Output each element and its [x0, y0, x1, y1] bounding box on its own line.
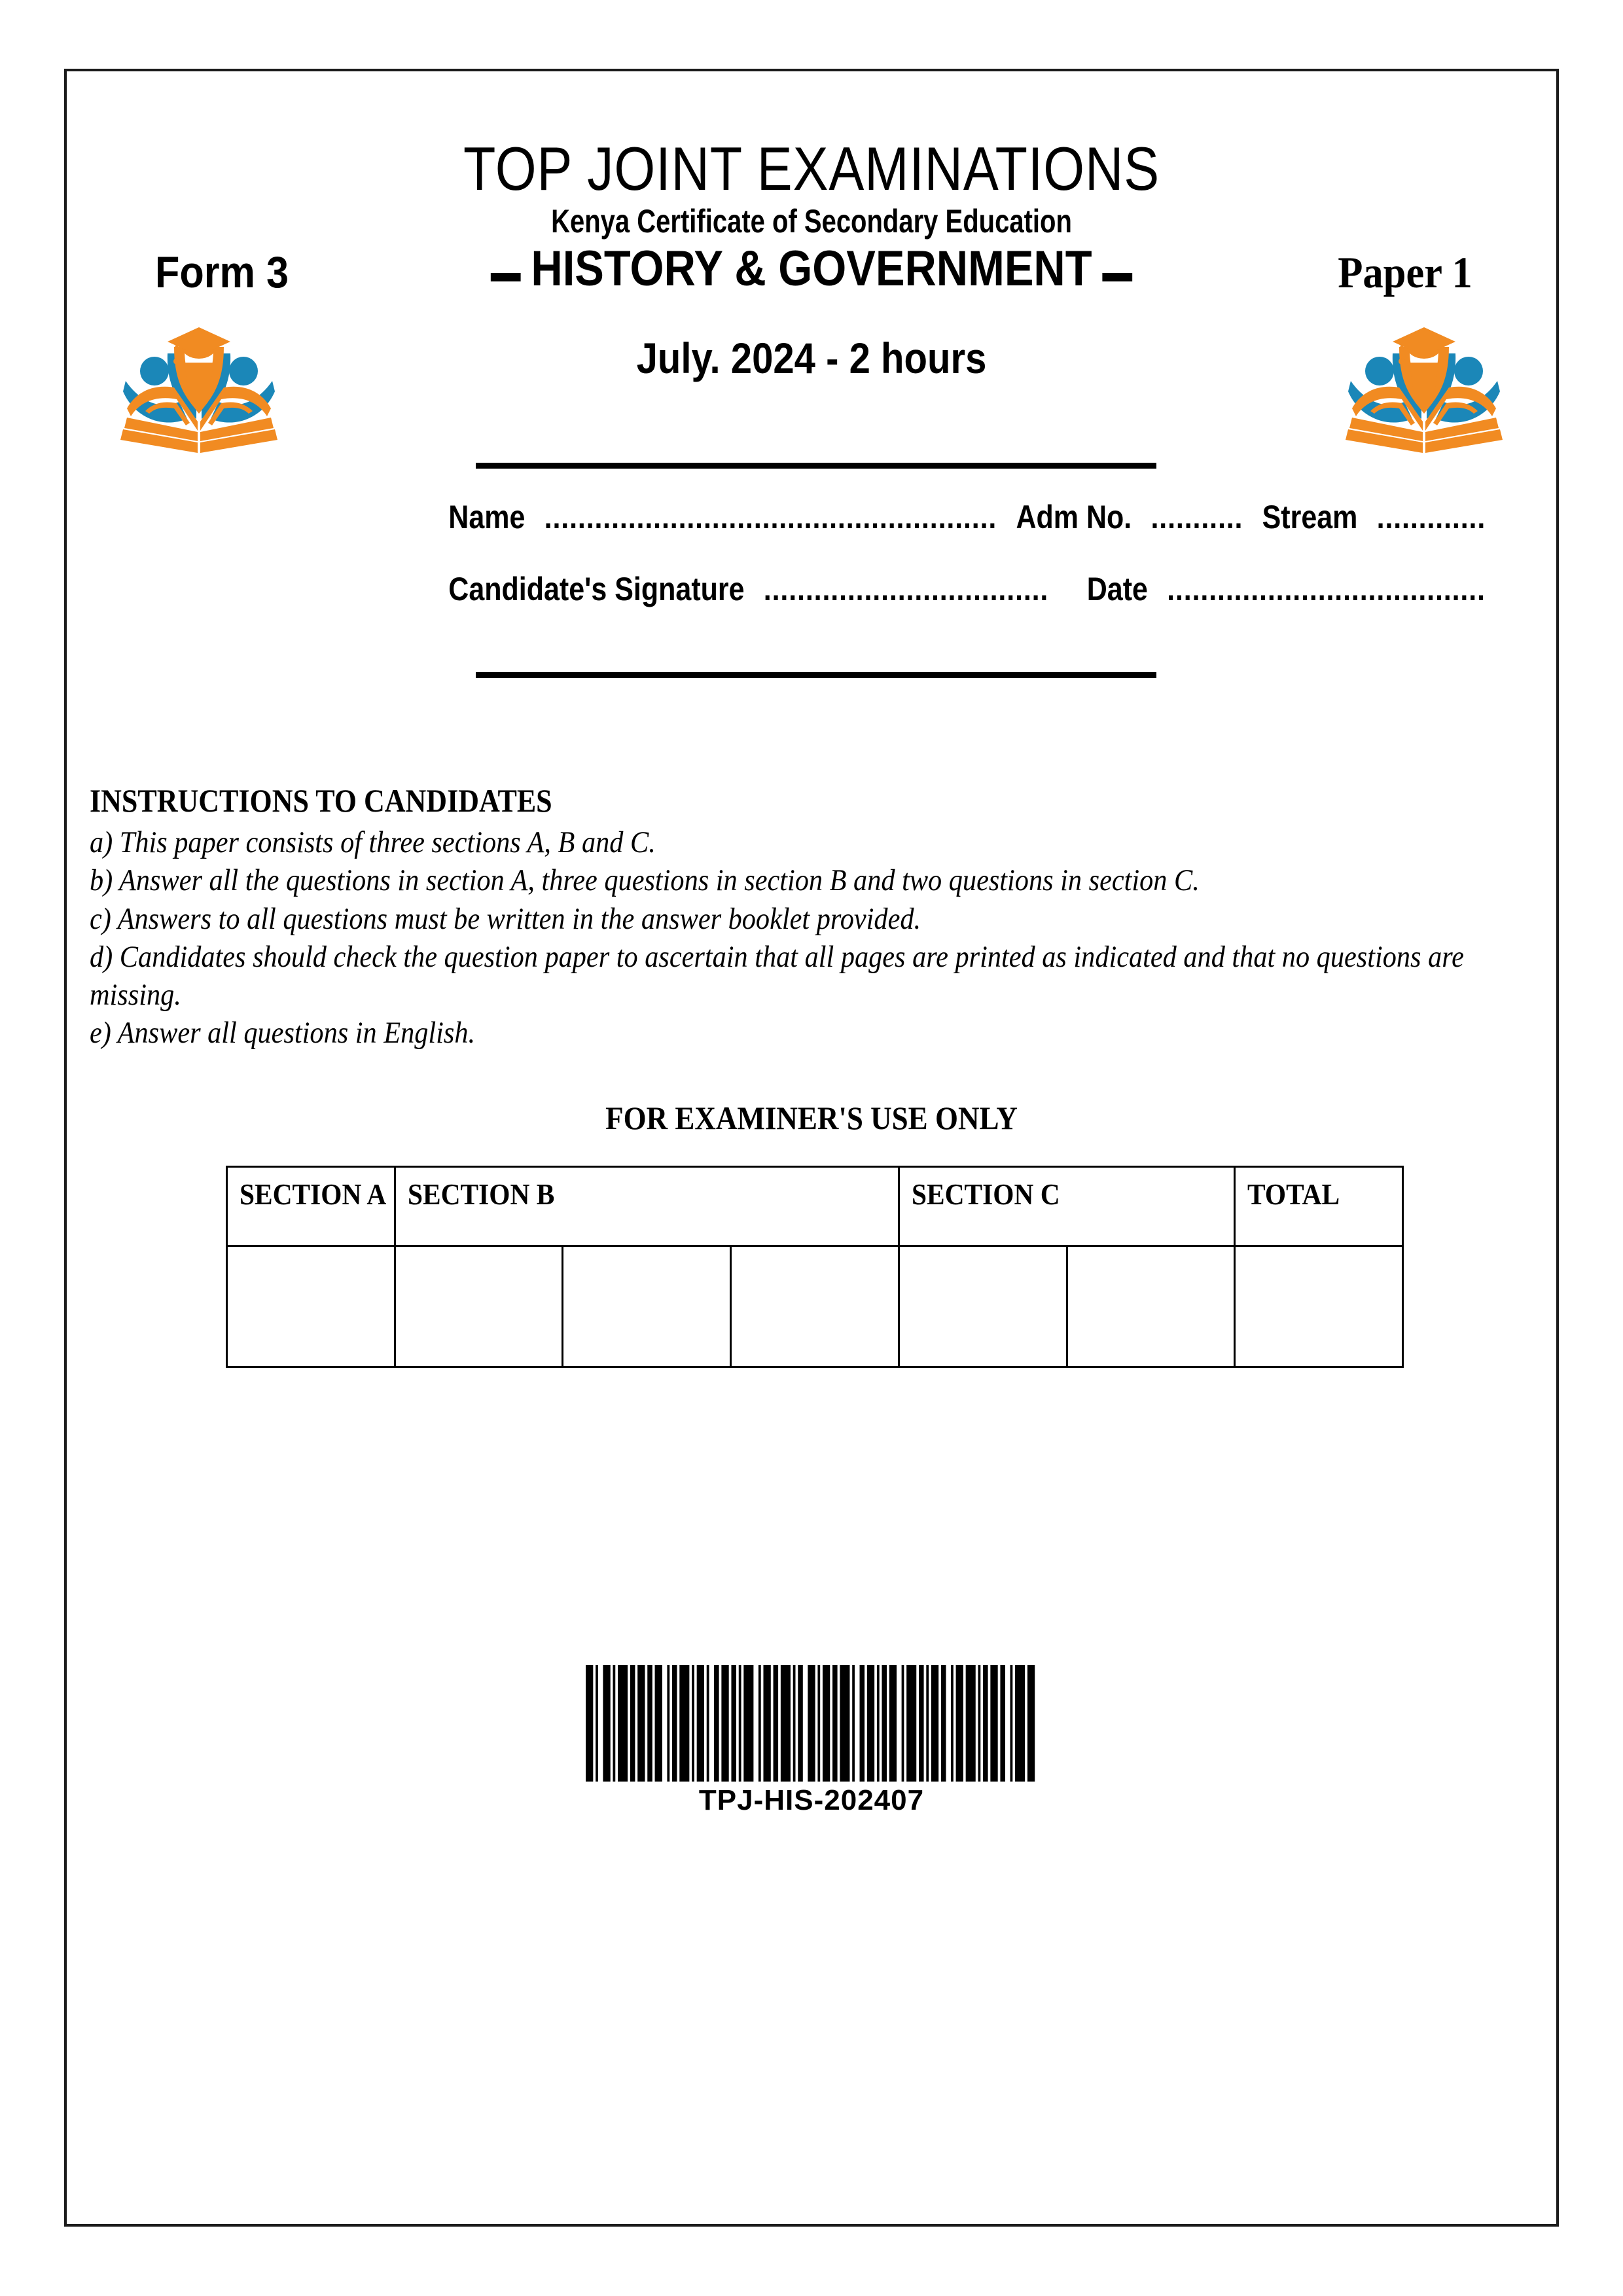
exam-subtitle: Kenya Certificate of Secondary Education	[551, 203, 1072, 240]
column-label: TOTAL	[1247, 1177, 1340, 1211]
score-cell-total[interactable]	[1235, 1246, 1403, 1367]
divider-bottom	[476, 672, 1156, 678]
page-content	[67, 71, 1556, 2224]
table-row	[227, 1246, 1403, 1367]
subject-row	[67, 240, 1556, 325]
stream-label: Stream	[1262, 499, 1358, 535]
column-label: SECTION C	[911, 1177, 1060, 1211]
page-title: TOP JOINT EXAMINATIONS	[463, 134, 1160, 203]
candidate-details-row-1	[171, 498, 1486, 536]
form-level-label: Form 3	[154, 247, 289, 297]
exam-header	[67, 71, 1556, 739]
instruction-item: a) This paper consists of three sections A, B and C.	[90, 825, 656, 859]
stream-input[interactable]: .............	[1376, 499, 1486, 535]
signature-input[interactable]: ..................................	[763, 571, 1049, 607]
signature-label: Candidate's Signature	[448, 571, 745, 607]
adm-no-input[interactable]: ...........	[1150, 499, 1243, 535]
score-cell-c-2[interactable]	[1067, 1246, 1235, 1367]
barcode-label: TPJ-HIS-202407	[698, 1784, 925, 1816]
subject-title	[156, 240, 1467, 297]
date-label: Date	[1086, 571, 1148, 607]
score-cell-b-1[interactable]	[395, 1246, 563, 1367]
exam-date-duration: July. 2024 - 2 hours	[636, 334, 987, 382]
instructions-heading: INSTRUCTIONS TO CANDIDATES	[90, 782, 552, 819]
table-header-cell-total	[1235, 1167, 1403, 1246]
candidate-details-row-2	[171, 570, 1486, 608]
name-input[interactable]: ......................................................	[544, 499, 997, 535]
barcode-icon	[586, 1665, 1037, 1782]
examiner-use-heading: FOR EXAMINER'S USE ONLY	[605, 1100, 1018, 1136]
column-label: SECTION B	[407, 1177, 555, 1211]
name-label: Name	[448, 499, 526, 535]
date-input[interactable]: ......................................	[1167, 571, 1486, 607]
divider-top	[476, 463, 1156, 469]
instruction-item: b) Answer all the questions in section A, three questions in section B and two questions in section C.	[90, 863, 1200, 898]
column-label: SECTION A	[240, 1177, 387, 1211]
score-cell-b-3[interactable]	[731, 1246, 899, 1367]
score-cell-b-2[interactable]	[563, 1246, 731, 1367]
table-header-cell-section-c	[899, 1167, 1234, 1246]
subject-name: HISTORY & GOVERNMENT	[531, 241, 1092, 296]
adm-no-label: Adm No.	[1016, 499, 1132, 535]
table-header-row	[227, 1167, 1403, 1246]
table-header-cell-section-b	[395, 1167, 899, 1246]
table-header-cell-section-a	[227, 1167, 395, 1246]
page-border	[64, 69, 1559, 2227]
dash-right-icon	[1102, 273, 1132, 281]
school-logo-left	[114, 304, 284, 454]
barcode-block	[67, 1665, 1556, 1817]
instruction-item: c) Answers to all questions must be written in the answer booklet provided.	[90, 901, 921, 936]
marks-table	[226, 1166, 1404, 1368]
score-cell-a-1[interactable]	[227, 1246, 395, 1367]
instruction-item: d) Candidates should check the question paper to ascertain that all pages are printed as indicated and that no questions are missing.	[90, 939, 1464, 1013]
score-cell-c-1[interactable]	[899, 1246, 1067, 1367]
paper-number-label: Paper 1	[1338, 247, 1472, 297]
school-logo-right	[1339, 304, 1509, 454]
instructions-section	[90, 781, 1536, 1052]
instruction-item: e) Answer all questions in English.	[90, 1016, 476, 1050]
dash-left-icon	[491, 273, 521, 281]
